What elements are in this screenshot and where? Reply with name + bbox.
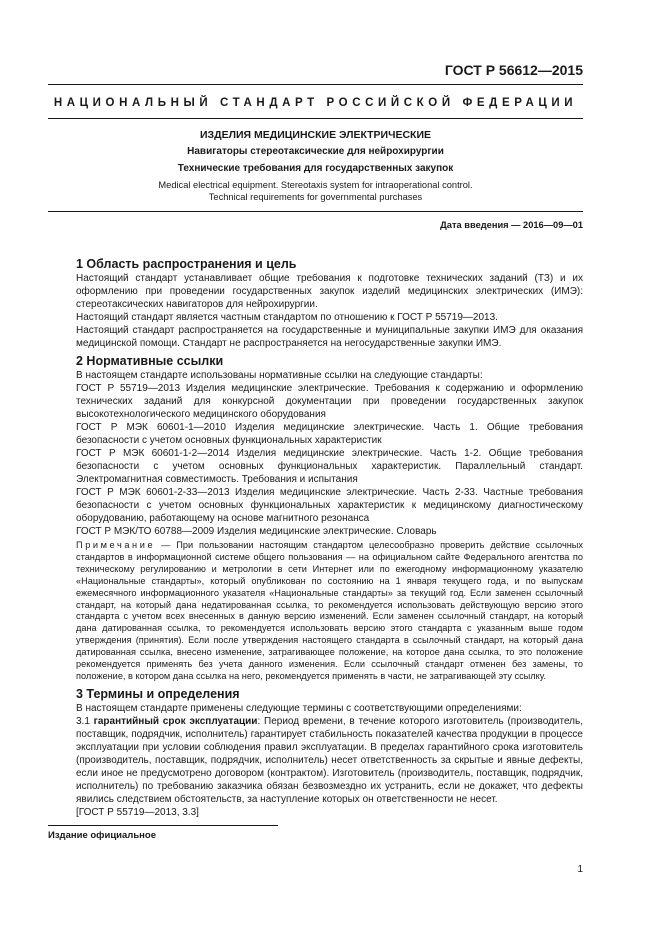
page-number: 1: [577, 864, 583, 875]
document-subtitle-2: Технические требования для государственных закупок: [177, 163, 454, 174]
section-1-paragraph-3: Настоящий стандарт распространяется на государственные и муниципальные закупки ИМЭ для оказания медицинской помощи. Стандарт не распространяется на негосударственные закупки ИМЭ.: [76, 325, 583, 349]
header-rule-top: [48, 84, 583, 85]
section-2-heading: 2 Нормативные ссылки: [76, 354, 224, 368]
english-title-2: Technical requirements for governmental purchases: [208, 192, 423, 202]
note-paragraph: [76, 540, 583, 683]
document-body: [76, 256, 583, 819]
term-number: 3.1: [76, 715, 94, 727]
standard-number: ГОСТ Р 56612—2015: [444, 62, 583, 78]
section-3-heading: 3 Термины и определения: [76, 686, 240, 701]
section-1-heading: 1 Область распространения и цель: [76, 257, 297, 271]
document-subtitle-1: Навигаторы стереотаксические для нейрохирургии: [187, 146, 444, 157]
section-3-intro: В настоящем стандарте применены следующие термины с соответствующими определениями:: [76, 702, 522, 714]
header-rule-bottom: [48, 118, 583, 119]
reference-item: ГОСТ Р 55719—2013 Изделия медицинские электрические. Требования к содержанию и оформлению технических заданий для конкурсной документации при проведении государственных закупок высокотехнологического медицинского оборудования: [76, 383, 583, 420]
effective-date: Дата введения — 2016—09—01: [440, 220, 583, 230]
reference-item: ГОСТ Р МЭК 60601-2-33—2013 Изделия медицинские электрические. Часть 2-33. Частные требования безопасности с учетом основных функциональных характеристик к медицинскому диагностическому оборудованию, работающему на основе магнитного резонанса: [76, 487, 583, 524]
reference-item: ГОСТ Р МЭК 60601-1—2010 Изделия медицинские электрические. Часть 1. Общие требования безопасности с учетом основных функциональных характеристик: [76, 422, 583, 446]
note-label: Примечание: [76, 540, 156, 550]
section-1-paragraph-2: Настоящий стандарт является частным стандартом по отношению к ГОСТ Р 55719—2013.: [76, 312, 498, 323]
title-rule: [48, 211, 583, 212]
note-text: — При пользовании настоящим стандартом целесообразно проверить действие ссылочных стандартов в информационной системе общего пользования — на официальном сайте Федерального агентства по техническому регулированию и метрологии в сети Интернет или по ежегодному информационному указателю «Национальные стандарты», который опубликован по состоянию на 1 января текущего года, и по выпускам ежемесячного информационного указателя «Национальные стандарты» за текущий год. Если заменен ссылочный стандарт, на который дана недатированная ссылка, то рекомендуется использовать действующую версию этого стандарта с учетом всех внесенных в данную версию изменений. Если заменен ссылочный стандарт, на который дана датированная ссылка, то рекомендуется использовать версию этого стандарта с указанным выше годом утверждения (принятия). Если после утверждения настоящего стандарта в ссылочный стандарт, на который дана датированная ссылка, внесено изменение, затрагивающее положение, на которое дана ссылка, то это положение рекомендуется применять без учета данного изменения. Если ссылочный стандарт отменен без замены, то положение, в котором дана ссылка на него, рекомендуется применять в части, не затрагивающей эту ссылку.: [76, 540, 583, 681]
document-title: ИЗДЕЛИЯ МЕДИЦИНСКИЕ ЭЛЕКТРИЧЕСКИЕ: [199, 129, 432, 141]
term-name: гарантийный срок эксплуатации: [93, 715, 258, 727]
term-source: [ГОСТ Р 55719—2013, 3.3]: [76, 806, 199, 818]
section-2-intro: В настоящем стандарте использованы нормативные ссылки на следующие стандарты:: [76, 370, 483, 381]
reference-item: ГОСТ Р МЭК/ТО 60788—2009 Изделия медицинские электрические. Словарь: [76, 526, 437, 537]
edition-label: Издание официальное: [48, 830, 156, 841]
english-title-1: Medical electrical equipment. Stereotaxis system for intraoperational control.: [158, 180, 473, 190]
reference-item: ГОСТ Р МЭК 60601-1-2—2014 Изделия медицинские электрические. Часть 1-2. Общие требования безопасности с учетом основных функциональных характеристик. Параллельный стандарт. Электромагнитная совместимость. Требования и испытания: [76, 448, 583, 485]
term-text: : Период времени, в течение которого изготовитель (производитель, поставщик, подрядчик, исполнитель) гарантирует стабильность показателей качества продукции в процессе эксплуатации при условии соблюдения правил эксплуатации. В пределах гарантийного срока изготовитель (производитель, поставщик, подрядчик, исполнитель) несет ответственность за скрытые и явные дефекты, если иное не предусмотрено договором (контрактом). Изготовитель (производитель, поставщик, подрядчик, исполнитель) по требованию заказчика обязан безвозмездно их устранить, если не докажет, что дефекты явились следствием обстоятельств, за наступление которых он ответственности не несет.: [76, 715, 583, 805]
term-definition: [76, 715, 583, 806]
section-1-paragraph-1: Настоящий стандарт устанавливает общие требования к подготовке технических заданий (ТЗ) и их оформлению при проведении государственных закупок изделий медицинских электрических (ИМЭ): стереотаксических навигаторов для нейрохирургии.: [76, 273, 583, 310]
national-standard-title: НАЦИОНАЛЬНЫЙ СТАНДАРТ РОССИЙСКОЙ ФЕДЕРАЦИИ: [53, 97, 578, 109]
footer-rule: [48, 825, 278, 826]
